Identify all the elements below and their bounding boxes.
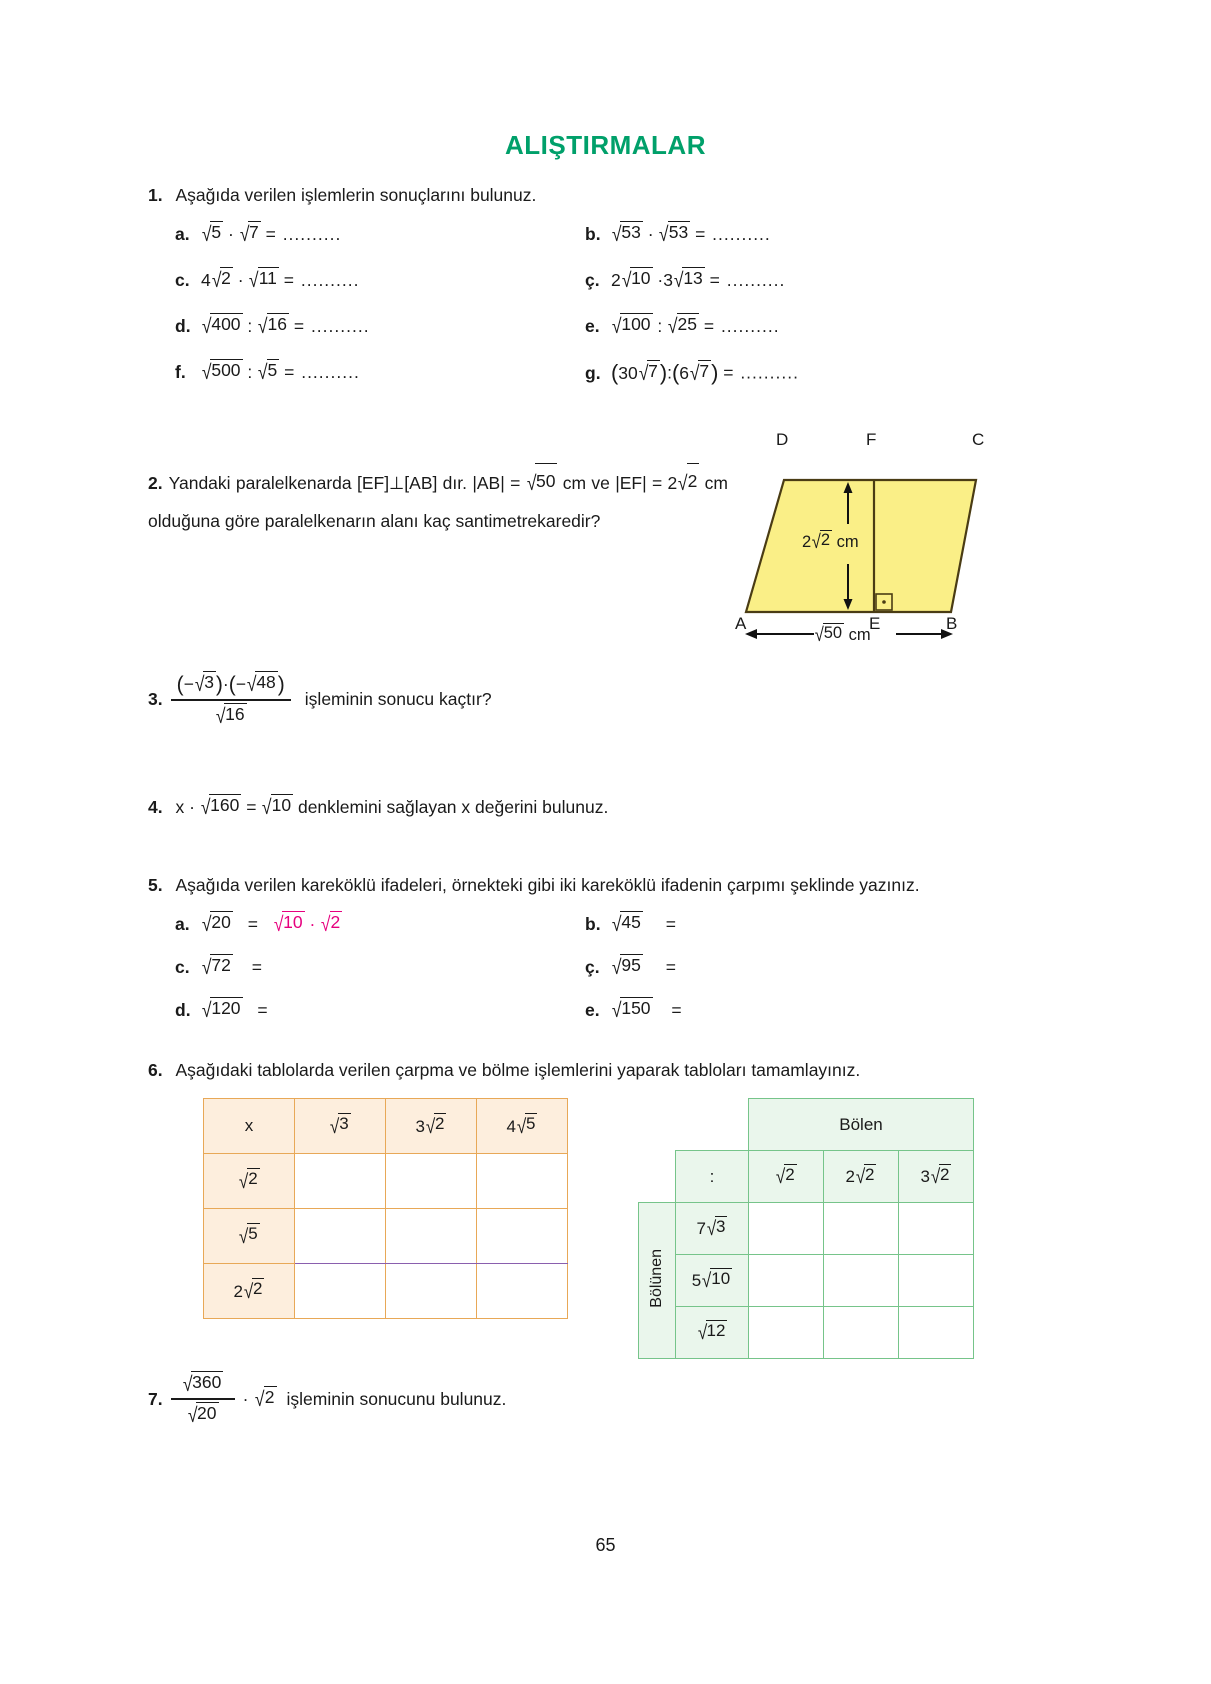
question-7-operator: · xyxy=(242,1388,249,1409)
question-5-items xyxy=(175,912,995,1041)
question-6-number: 6. xyxy=(148,1060,163,1080)
table-row xyxy=(204,1154,568,1209)
q5-item-b xyxy=(585,912,995,936)
question-5-prompt xyxy=(148,875,920,896)
radical: √53 xyxy=(659,221,689,246)
radical-ef: √2 xyxy=(677,462,699,504)
item-label: b. xyxy=(585,914,601,934)
question-1-prompt xyxy=(148,182,536,208)
row-header-0: √2 xyxy=(204,1154,295,1209)
multiplication-table xyxy=(203,1098,568,1319)
answer-cell[interactable] xyxy=(477,1209,568,1264)
q1-item-g xyxy=(585,360,995,386)
item-label: d. xyxy=(175,316,191,336)
question-7 xyxy=(148,1372,506,1427)
radical: √400 xyxy=(201,313,241,338)
item-expression: 4√2 · √11 = .......... xyxy=(201,267,360,292)
fraction xyxy=(171,672,291,728)
question-2 xyxy=(148,462,728,540)
item-expression: √20 = √10 · √2 xyxy=(201,911,341,936)
question-1-number: 1. xyxy=(148,185,163,205)
column-header-0: √2 xyxy=(749,1151,824,1203)
column-header-1: 2√2 xyxy=(824,1151,899,1203)
radical: √2 xyxy=(211,267,231,292)
question-7-number: 7. xyxy=(148,1388,163,1409)
vertex-label-d: D xyxy=(776,430,789,449)
radical: √10 xyxy=(621,267,651,292)
vertex-label-c: C xyxy=(972,430,985,449)
question-2-text-part3: cm olduğuna göre paralelkenarın alanı kaç santimetrekaredir? xyxy=(148,473,728,532)
radical: √5 xyxy=(201,221,222,246)
question-4 xyxy=(148,795,608,819)
divisor-group-label: Bölen xyxy=(749,1099,974,1151)
question-5-text: Aşağıda verilen kareköklü ifadeleri, örnekteki gibi iki kareköklü ifadenin çarpımı şeklinde yazınız. xyxy=(175,875,920,895)
item-expression: √95 = xyxy=(611,954,676,979)
height-label: 2√2 cm xyxy=(802,530,859,553)
item-expression: √400 : √16 = .......... xyxy=(201,313,370,338)
radical-ab: √50 xyxy=(526,462,558,504)
item-row xyxy=(175,955,995,979)
fraction-denominator: √20 xyxy=(187,1402,217,1427)
radical: √25 xyxy=(668,313,697,338)
q1-item-d xyxy=(175,314,585,338)
q5-item-a xyxy=(175,912,585,936)
table-row xyxy=(639,1203,974,1255)
radical: √7 xyxy=(689,360,710,385)
table-row xyxy=(639,1255,974,1307)
item-expression: √100 : √25 = .......... xyxy=(611,313,780,338)
radical: √11 xyxy=(249,267,277,292)
item-expression: (30√7):(6√7) = .......... xyxy=(611,360,799,385)
q5-item-d xyxy=(175,998,585,1022)
answer-cell[interactable] xyxy=(824,1255,899,1307)
question-1-items xyxy=(175,222,995,408)
spacer-cell xyxy=(639,1151,676,1203)
item-label: b. xyxy=(585,224,601,244)
answer-cell[interactable] xyxy=(295,1154,386,1209)
item-label: f. xyxy=(175,362,186,382)
radical: √13 xyxy=(673,267,703,292)
column-header-2: 4√5 xyxy=(477,1099,568,1154)
answer-cell[interactable] xyxy=(824,1307,899,1359)
item-label: a. xyxy=(175,224,190,244)
answer-cell[interactable] xyxy=(749,1307,824,1359)
item-label: ç. xyxy=(585,957,600,977)
corner-cell: : xyxy=(676,1151,749,1203)
item-row xyxy=(175,912,995,936)
item-label: e. xyxy=(585,1000,600,1020)
item-label: ç. xyxy=(585,270,600,290)
answer-cell[interactable] xyxy=(386,1154,477,1209)
item-label: a. xyxy=(175,914,190,934)
vertex-label-b: B xyxy=(946,614,958,633)
q5-item-c-cedilla xyxy=(585,955,995,979)
answer-cell[interactable] xyxy=(899,1255,974,1307)
answer-cell[interactable] xyxy=(477,1154,568,1209)
answer-cell[interactable] xyxy=(749,1203,824,1255)
item-label: g. xyxy=(585,362,601,383)
item-expression: √150 = xyxy=(611,997,682,1022)
table-row xyxy=(639,1307,974,1359)
radical: √7 xyxy=(239,221,259,246)
item-expression: √45 = xyxy=(611,911,676,936)
table-row xyxy=(204,1209,568,1264)
table-top-label-row xyxy=(639,1099,974,1151)
row-header-1: √5 xyxy=(204,1209,295,1264)
item-label: d. xyxy=(175,1000,191,1020)
page-title: ALIŞTIRMALAR xyxy=(505,130,706,160)
question-2-text-part2: cm ve |EF| = 2 xyxy=(557,473,678,493)
table-header-row xyxy=(639,1151,974,1203)
fraction xyxy=(171,1372,235,1427)
q1-item-b xyxy=(585,222,995,246)
base-arrow-head-left xyxy=(745,629,757,639)
question-3-number: 3. xyxy=(148,689,163,710)
question-1-text: Aşağıda verilen işlemlerin sonuçlarını bulunuz. xyxy=(175,185,537,205)
division-table-wrap xyxy=(638,1098,974,1359)
answer-cell[interactable] xyxy=(295,1264,386,1319)
row-header-2: 2√2 xyxy=(204,1264,295,1319)
item-label: c. xyxy=(175,957,190,977)
answer-cell[interactable] xyxy=(477,1264,568,1319)
vertex-label-f: F xyxy=(866,430,877,449)
question-2-number: 2. xyxy=(148,473,163,493)
item-expression: √5 · √7 = .......... xyxy=(201,221,342,246)
answer-cell[interactable] xyxy=(749,1255,824,1307)
question-4-number: 4. xyxy=(148,797,163,817)
item-expression: √72 = xyxy=(201,954,262,979)
radical: √100 xyxy=(611,313,651,338)
item-expression: 2√10 ·3√13 = .......... xyxy=(611,267,786,292)
answer-cell[interactable] xyxy=(899,1307,974,1359)
parallelogram-figure xyxy=(726,430,986,646)
column-header-1: 3√2 xyxy=(386,1099,477,1154)
table-header-row xyxy=(204,1099,568,1154)
page-number: 65 xyxy=(595,1535,616,1555)
radical: √16 xyxy=(258,313,287,338)
question-7-factor: √2 xyxy=(255,1387,275,1412)
example-answer: √10 · √2 xyxy=(273,911,341,936)
question-6-prompt xyxy=(148,1060,860,1081)
item-expression: √500 : √5 = .......... xyxy=(201,359,360,384)
q5-item-c xyxy=(175,955,585,979)
item-row xyxy=(175,222,995,246)
q5-item-e xyxy=(585,998,995,1022)
question-2-text-part1: Yandaki paralelkenarda [EF]⊥[AB] dır. |AB| = xyxy=(168,473,526,493)
answer-cell[interactable] xyxy=(386,1209,477,1264)
q1-item-c-cedilla xyxy=(585,268,995,292)
row-header-0: 7√3 xyxy=(676,1203,749,1255)
question-7-tail: işleminin sonucunu bulunuz. xyxy=(286,1388,507,1409)
fraction-numerator: √360 xyxy=(182,1371,222,1396)
column-header-0: √3 xyxy=(295,1099,386,1154)
fraction-denominator: √16 xyxy=(215,703,245,728)
radical: √500 xyxy=(201,359,241,384)
item-row xyxy=(175,268,995,292)
q1-item-a xyxy=(175,222,585,246)
vertex-label-a: A xyxy=(735,614,747,633)
q1-item-c xyxy=(175,268,585,292)
item-expression: √120 = xyxy=(201,997,268,1022)
answer-cell[interactable] xyxy=(295,1209,386,1264)
row-header-1: 5√10 xyxy=(676,1255,749,1307)
item-label: c. xyxy=(175,270,190,290)
answer-cell[interactable] xyxy=(386,1264,477,1319)
item-row xyxy=(175,360,995,386)
vertex-label-e: E xyxy=(869,614,881,633)
spacer-cell xyxy=(639,1099,676,1151)
item-row xyxy=(175,998,995,1022)
table-row xyxy=(204,1264,568,1319)
item-expression: √53 · √53 = .......... xyxy=(611,221,771,246)
column-header-2: 3√2 xyxy=(899,1151,974,1203)
question-5-number: 5. xyxy=(148,875,163,895)
item-label: e. xyxy=(585,316,600,336)
radical: √7 xyxy=(638,360,658,385)
q1-item-f xyxy=(175,360,585,386)
answer-cell[interactable] xyxy=(824,1203,899,1255)
row-header-2: √12 xyxy=(676,1307,749,1359)
answer-cell[interactable] xyxy=(899,1203,974,1255)
radical: √53 xyxy=(611,221,641,246)
parallelogram-shape xyxy=(746,480,976,612)
corner-cell: x xyxy=(204,1099,295,1154)
right-angle-dot xyxy=(882,600,886,604)
dividend-group-label: Bölünen xyxy=(639,1203,676,1359)
question-6-text: Aşağıdaki tablolarda verilen çarpma ve bölme işlemlerini yaparak tabloları tamamlayınız. xyxy=(175,1060,861,1080)
item-row xyxy=(175,314,995,338)
q1-item-e xyxy=(585,314,995,338)
question-4-text: x · √160 = √10 denklemini sağlayan x değerini bulunuz. xyxy=(175,794,609,819)
fraction-numerator: (−√3)·(−√48) xyxy=(176,671,285,697)
base-label: √50 cm xyxy=(814,623,871,646)
division-table xyxy=(638,1098,974,1359)
spacer-cell xyxy=(676,1099,749,1151)
radical: √5 xyxy=(258,359,278,384)
question-3-tail: işleminin sonucu kaçtır? xyxy=(304,689,492,710)
question-3 xyxy=(148,672,492,728)
